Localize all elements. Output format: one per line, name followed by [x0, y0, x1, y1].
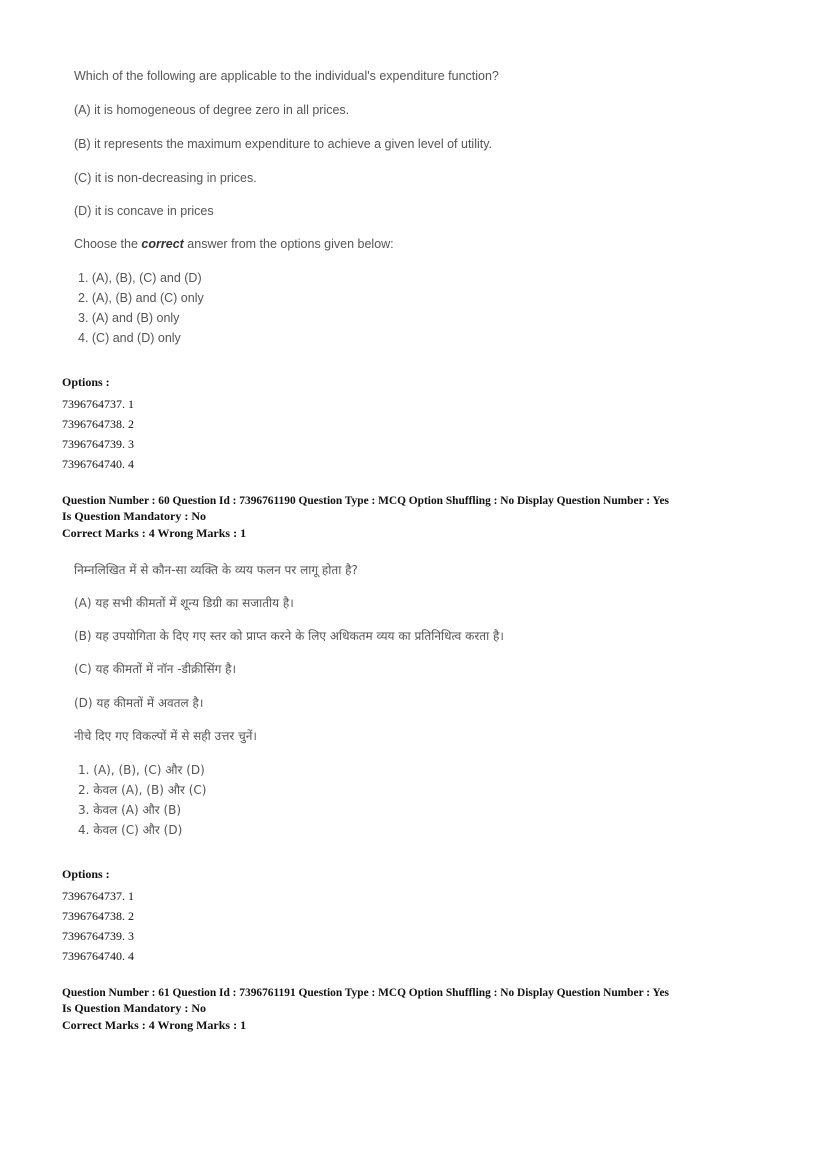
choice-4: 4. केवल (C) और (D) — [78, 823, 183, 837]
choose-suffix: answer from the options given below: — [187, 237, 394, 251]
choice-2: 2. केवल (A), (B) और (C) — [78, 783, 207, 797]
statement-d: (D) यह कीमतों में अवतल है। — [74, 696, 204, 710]
option-item: 7396764738. 2 — [62, 909, 134, 923]
option-item: 7396764738. 2 — [62, 417, 134, 431]
option-item: 7396764737. 1 — [62, 889, 134, 903]
choose-instruction — [74, 237, 394, 251]
question-60-header — [62, 494, 669, 541]
choice-3: 3. केवल (A) और (B) — [78, 803, 182, 817]
option-item: 7396764739. 3 — [62, 437, 134, 451]
choice-4: 4. (C) and (D) only — [78, 331, 181, 345]
option-item: 7396764740. 4 — [62, 949, 134, 963]
choice-1: 1. (A), (B), (C) और (D) — [78, 763, 205, 777]
mandatory-line: Is Question Mandatory : No — [62, 509, 207, 523]
question-61-header — [62, 986, 669, 1033]
question-60-options — [62, 864, 134, 966]
marks-line: Correct Marks : 4 Wrong Marks : 1 — [62, 526, 247, 540]
choice-3: 3. (A) and (B) only — [78, 311, 180, 325]
question-text: निम्नलिखित में से कौन-सा व्यक्ति के व्यय फलन पर लागू होता है? — [74, 563, 358, 577]
statement-c: (C) यह कीमतों में नॉन -डीक्रीसिंग है। — [74, 662, 237, 676]
choose-emphasis: correct — [141, 237, 184, 251]
option-item: 7396764737. 1 — [62, 397, 134, 411]
option-item: 7396764739. 3 — [62, 929, 134, 943]
option-item: 7396764740. 4 — [62, 457, 134, 471]
statement-c: (C) it is non-decreasing in prices. — [74, 171, 257, 185]
question-59-options — [62, 372, 134, 474]
choice-2: 2. (A), (B) and (C) only — [78, 291, 204, 305]
choose-prefix: Choose the — [74, 237, 138, 251]
statement-b: (B) it represents the maximum expenditure to achieve a given level of utility. — [74, 137, 493, 151]
question-text: Which of the following are applicable to the individual's expenditure function? — [74, 69, 499, 83]
mandatory-line: Is Question Mandatory : No — [62, 1001, 207, 1015]
choose-instruction: नीचे दिए गए विकल्पों में से सही उत्तर चुनें। — [74, 729, 257, 743]
statement-d: (D) it is concave in prices — [74, 204, 214, 218]
question-meta-line: Question Number : 60 Question Id : 7396761190 Question Type : MCQ Option Shuffling : No Display Question Number : Yes — [62, 495, 669, 507]
statement-a: (A) it is homogeneous of degree zero in all prices. — [74, 103, 350, 117]
statement-a: (A) यह सभी कीमतों में शून्य डिग्री का सजातीय है। — [74, 596, 294, 610]
marks-line: Correct Marks : 4 Wrong Marks : 1 — [62, 1018, 247, 1032]
options-heading: Options : — [62, 867, 110, 881]
statement-b: (B) यह उपयोगिता के दिए गए स्तर को प्राप्त करने के लिए अधिकतम व्यय का प्रतिनिधित्व करता है। — [74, 629, 504, 643]
options-heading: Options : — [62, 375, 110, 389]
choice-1: 1. (A), (B), (C) and (D) — [78, 271, 202, 285]
question-meta-line: Question Number : 61 Question Id : 7396761191 Question Type : MCQ Option Shuffling : No Display Question Number : Yes — [62, 987, 669, 999]
